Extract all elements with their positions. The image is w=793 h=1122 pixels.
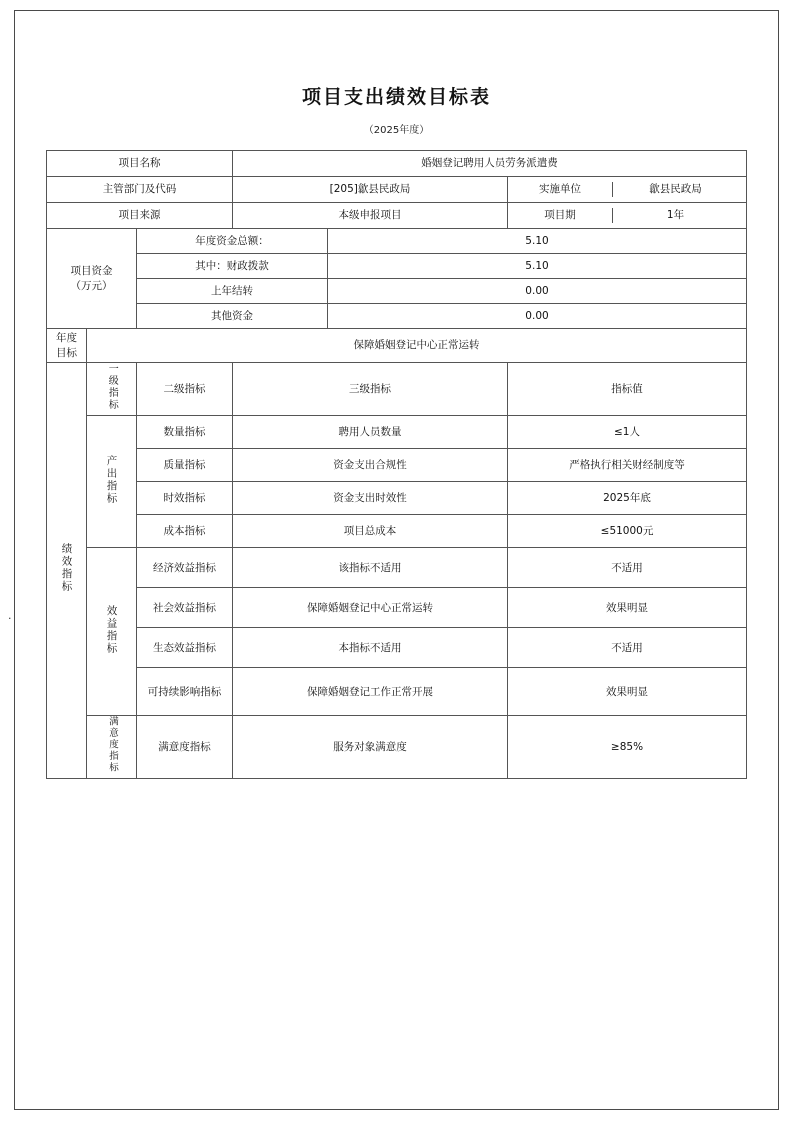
row-annual-goal	[47, 329, 747, 363]
project-name-label: 项目名称	[47, 151, 233, 177]
annual-goal-label-line1: 年度	[56, 332, 77, 345]
indicator-level2: 可持续影响指标	[137, 668, 233, 716]
row-project-name	[47, 151, 747, 177]
indicator-level3: 项目总成本	[233, 515, 508, 548]
column-header-level3: 三级指标	[233, 363, 508, 416]
table-row	[47, 548, 747, 588]
indicator-value: 不适用	[508, 548, 747, 588]
indicator-value: ≥85%	[508, 716, 747, 779]
funds-row-value: 0.00	[328, 304, 747, 329]
group-label-satisfaction: 满意度指标	[87, 716, 137, 779]
indicator-level3: 资金支出时效性	[233, 482, 508, 515]
performance-indicator-side-label: 绩效指标	[47, 363, 87, 779]
project-source-value: 本级申报项目	[233, 203, 508, 229]
document-content	[14, 10, 779, 779]
indicator-level3: 保障婚姻登记中心正常运转	[233, 588, 508, 628]
funds-row-value: 5.10	[328, 254, 747, 279]
indicator-value: 不适用	[508, 628, 747, 668]
indicator-level2: 质量指标	[137, 449, 233, 482]
table-row	[47, 716, 747, 779]
row-funds-other	[47, 304, 747, 329]
project-period-value: 1年	[666, 209, 685, 222]
funds-row-name: 其他资金	[137, 304, 328, 329]
table-row	[47, 668, 747, 716]
project-source-label: 项目来源	[47, 203, 233, 229]
row-funds-carryover	[47, 279, 747, 304]
funds-row-name: 年度资金总额：	[137, 229, 328, 254]
table-row	[47, 482, 747, 515]
project-period-label: 项目期	[544, 209, 576, 222]
implementing-unit-value: 歙县民政局	[649, 183, 702, 196]
indicator-level2: 经济效益指标	[137, 548, 233, 588]
indicator-value: ≤1人	[508, 416, 747, 449]
row-department	[47, 177, 747, 203]
funds-row-value: 0.00	[328, 279, 747, 304]
indicator-value: 2025年底	[508, 482, 747, 515]
indicator-level2: 满意度指标	[137, 716, 233, 779]
annual-goal-value: 保障婚姻登记中心正常运转	[87, 329, 747, 363]
group-label-benefit: 效益指标	[87, 548, 137, 716]
department-label: 主管部门及代码	[47, 177, 233, 203]
row-funds-fiscal	[47, 254, 747, 279]
implementing-unit-label: 实施单位	[539, 183, 581, 196]
annual-goal-label-line2: 目标	[56, 346, 77, 359]
page-title: 项目支出绩效目标表	[301, 86, 491, 108]
page-subtitle: （2025年度）	[363, 125, 430, 136]
indicator-level2: 成本指标	[137, 515, 233, 548]
column-header-value: 指标值	[508, 363, 747, 416]
row-indicator-header	[47, 363, 747, 416]
funds-row-value: 5.10	[328, 229, 747, 254]
group-label-output: 产出指标	[87, 416, 137, 548]
funds-row-name: 上年结转	[137, 279, 328, 304]
table-row	[47, 628, 747, 668]
project-period-cell	[508, 203, 747, 229]
implementing-unit-cell	[508, 177, 747, 203]
indicator-value: ≤51000元	[508, 515, 747, 548]
table-row	[47, 588, 747, 628]
performance-target-table	[46, 150, 747, 779]
indicator-value: 效果明显	[508, 588, 747, 628]
table-row	[47, 416, 747, 449]
scan-artifact-mark: ·	[8, 612, 12, 625]
funds-row-name: 其中：财政拨款	[137, 254, 328, 279]
indicator-value: 效果明显	[508, 668, 747, 716]
indicator-level3: 保障婚姻登记工作正常开展	[233, 668, 508, 716]
indicator-level3: 该指标不适用	[233, 548, 508, 588]
indicator-level2: 社会效益指标	[137, 588, 233, 628]
indicator-level3: 本指标不适用	[233, 628, 508, 668]
indicator-level3: 服务对象满意度	[233, 716, 508, 779]
indicator-level3: 聘用人员数量	[233, 416, 508, 449]
annual-goal-label	[47, 329, 87, 363]
column-header-level2: 二级指标	[137, 363, 233, 416]
table-row	[47, 515, 747, 548]
row-project-source	[47, 203, 747, 229]
funds-label-line2: （万元）	[70, 279, 113, 292]
indicator-value: 严格执行相关财经制度等	[508, 449, 747, 482]
project-name-value: 婚姻登记聘用人员劳务派遣费	[233, 151, 747, 177]
funds-label	[47, 229, 137, 329]
indicator-level3: 资金支出合规性	[233, 449, 508, 482]
row-funds-total	[47, 229, 747, 254]
indicator-level2: 生态效益指标	[137, 628, 233, 668]
indicator-level2: 数量指标	[137, 416, 233, 449]
department-value: [205]歙县民政局	[233, 177, 508, 203]
column-header-level1: 一级指标	[87, 363, 137, 416]
table-row	[47, 449, 747, 482]
indicator-level2: 时效指标	[137, 482, 233, 515]
funds-label-line1: 项目资金	[70, 265, 113, 278]
